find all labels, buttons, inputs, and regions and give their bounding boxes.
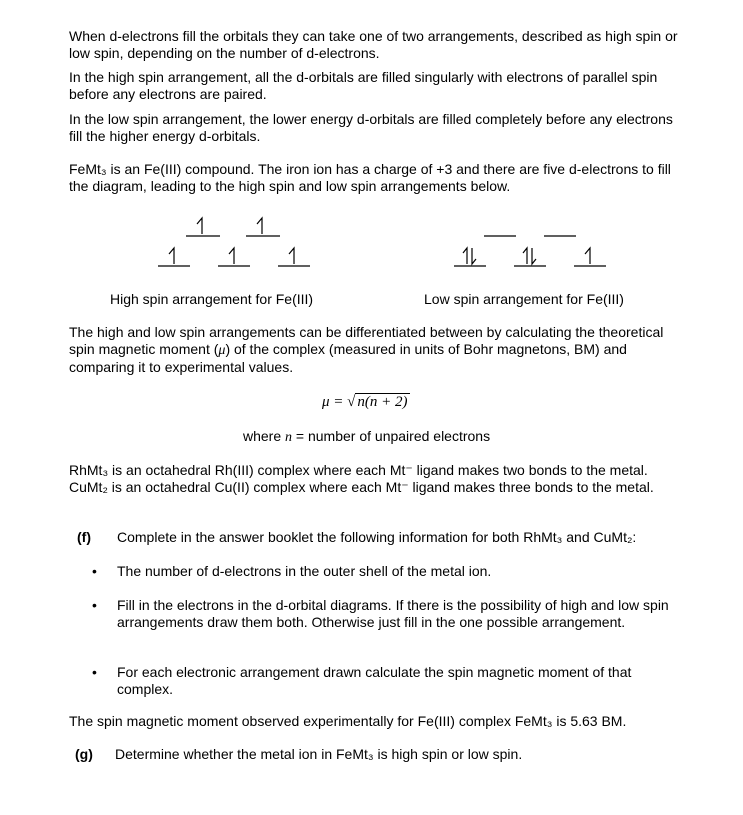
spin-up-arrow-icon	[289, 248, 294, 264]
intro-paragraph-2: In the high spin arrangement, all the d-orbitals are filled singularly with electrons of parallel spin before any electrons are paired.	[69, 69, 658, 102]
high-spin-orbital-diagram	[150, 208, 320, 272]
experimental-paragraph: The spin magnetic moment observed experimentally for Fe(III) complex FeMt₃ is 5.63 BM.	[69, 713, 627, 729]
mu-symbol: μ	[218, 343, 226, 358]
spin-up-arrow-icon	[229, 248, 234, 264]
spin-moment-formula: μ = √ n(n + 2)	[322, 394, 408, 410]
bullet-icon: •	[92, 563, 97, 579]
formula-radicand: n(n + 2)	[357, 394, 408, 410]
low-spin-caption: Low spin arrangement for Fe(III)	[424, 291, 624, 307]
question-g-label: (g)	[75, 746, 93, 762]
bullet-item-1: The number of d-electrons in the outer shell of the metal ion.	[117, 563, 492, 579]
bullet-icon: •	[92, 597, 97, 613]
spin-up-arrow-icon	[169, 248, 174, 264]
spin-up-arrow-icon	[257, 218, 262, 234]
question-f-text: Complete in the answer booklet the following information for both RhMt₃ and CuMt₂:	[117, 529, 637, 545]
complexes-paragraph: RhMt₃ is an octahedral Rh(III) complex where each Mt⁻ ligand makes two bonds to the metal. CuMt₂ is an octahedral Cu(II) complex where each Mt⁻ ligand makes three bonds to the metal.	[69, 462, 654, 495]
spin-up-arrow-icon	[197, 218, 202, 234]
question-f-label: (f)	[77, 529, 91, 545]
low-spin-orbital-diagram	[446, 222, 616, 272]
bullet-icon: •	[92, 664, 97, 680]
intro-paragraph-3: In the low spin arrangement, the lower energy d-orbitals are filled completely before any electrons fill the higher energy d-orbitals.	[69, 111, 673, 144]
formula-definition: where n = number of unpaired electrons	[243, 428, 491, 445]
bullet-item-2: Fill in the electrons in the d-orbital diagrams. If there is the possibility of high and low spin arrangements draw them both. Otherwise just fill in the one possible arrangement.	[117, 597, 669, 630]
question-g-text: Determine whether the metal ion in FeMt₃ is high spin or low spin.	[115, 746, 523, 762]
bullet-item-3: For each electronic arrangement drawn calculate the spin magnetic moment of that complex.	[117, 664, 632, 697]
spin-down-arrow-icon	[532, 248, 536, 264]
high-spin-caption: High spin arrangement for Fe(III)	[110, 291, 314, 307]
moment-paragraph: The high and low spin arrangements can be differentiated between by calculating the theoretical spin magnetic moment (μ) of the complex (measured in units of Bohr magnetons, BM) and comparing it to experimental values.	[69, 324, 664, 375]
sqrt-sign: √	[347, 394, 356, 410]
spin-down-arrow-icon	[472, 248, 476, 264]
spin-up-arrow-icon	[523, 248, 527, 264]
intro-paragraph-4: FeMt₃ is an Fe(III) compound. The iron ion has a charge of +3 and there are five d-electrons to fill the diagram, leading to the high spin and low spin arrangements below.	[69, 161, 671, 194]
intro-paragraph-1: When d-electrons fill the orbitals they can take one of two arrangements, described as high spin or low spin, depending on the number of d-electrons.	[69, 28, 678, 61]
spin-up-arrow-icon	[585, 248, 590, 264]
spin-up-arrow-icon	[463, 248, 467, 264]
